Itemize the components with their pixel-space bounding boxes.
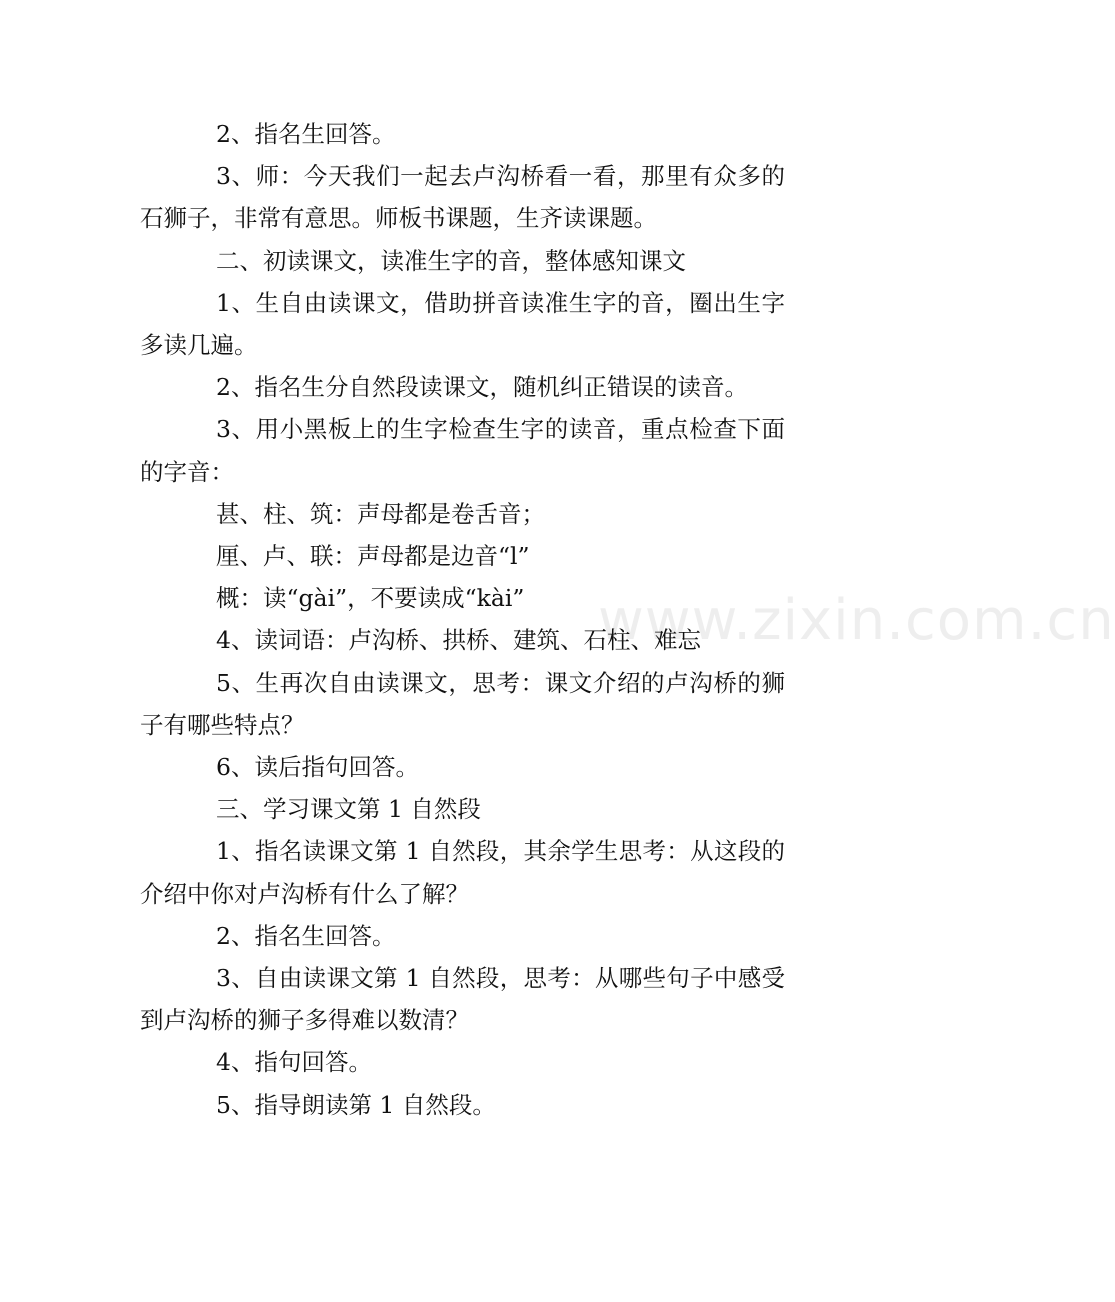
paragraph: 2、指名生回答。	[216, 120, 396, 148]
paragraph: 3、用小黑板上的生字检查生字的读音，重点检查下面的字音：	[140, 415, 785, 486]
paragraph: 3、自由读课文第 1 自然段，思考：从哪些句子中感受到卢沟桥的狮子多得难以数清？	[140, 964, 785, 1035]
paragraph: 2、指名生分自然段读课文，随机纠正错误的读音。	[216, 373, 748, 402]
paragraph: 5、指导朗读第 1 自然段。	[216, 1090, 496, 1119]
paragraph: 2、指名生回答。	[216, 921, 396, 950]
paragraph: 6、读后指句回答。	[216, 753, 419, 782]
paragraph: 1、指名读课文第 1 自然段，其余学生思考：从这段的介绍中你对卢沟桥有什么了解？	[140, 837, 785, 908]
paragraph: 甚、柱、筑：声母都是卷舌音；	[216, 499, 545, 528]
paragraph: 概：读“gài”，不要读成“kài”	[216, 584, 525, 613]
paragraph: 1、生自由读课文，借助拼音读准生字的音，圈出生字多读几遍。	[140, 288, 785, 360]
paragraph: 3、师：今天我们一起去卢沟桥看一看，那里有众多的石狮子，非常有意思。师板书课题，生齐读课题。	[140, 162, 785, 233]
paragraph: 厘、卢、联：声母都是边音“l”	[216, 542, 530, 571]
section-heading: 三、学习课文第 1 自然段	[216, 795, 481, 824]
paragraph: 4、读词语：卢沟桥、拱桥、建筑、石柱、难忘	[216, 626, 701, 655]
paragraph: 4、指句回答。	[216, 1048, 372, 1077]
document-body	[140, 113, 785, 1126]
section-heading: 二、初读课文，读准生字的音，整体感知课文	[216, 246, 686, 275]
watermark: www.zixin.com.cn	[598, 588, 1115, 653]
paragraph: 5、生再次自由读课文，思考：课文介绍的卢沟桥的狮子有哪些特点？	[140, 668, 785, 739]
